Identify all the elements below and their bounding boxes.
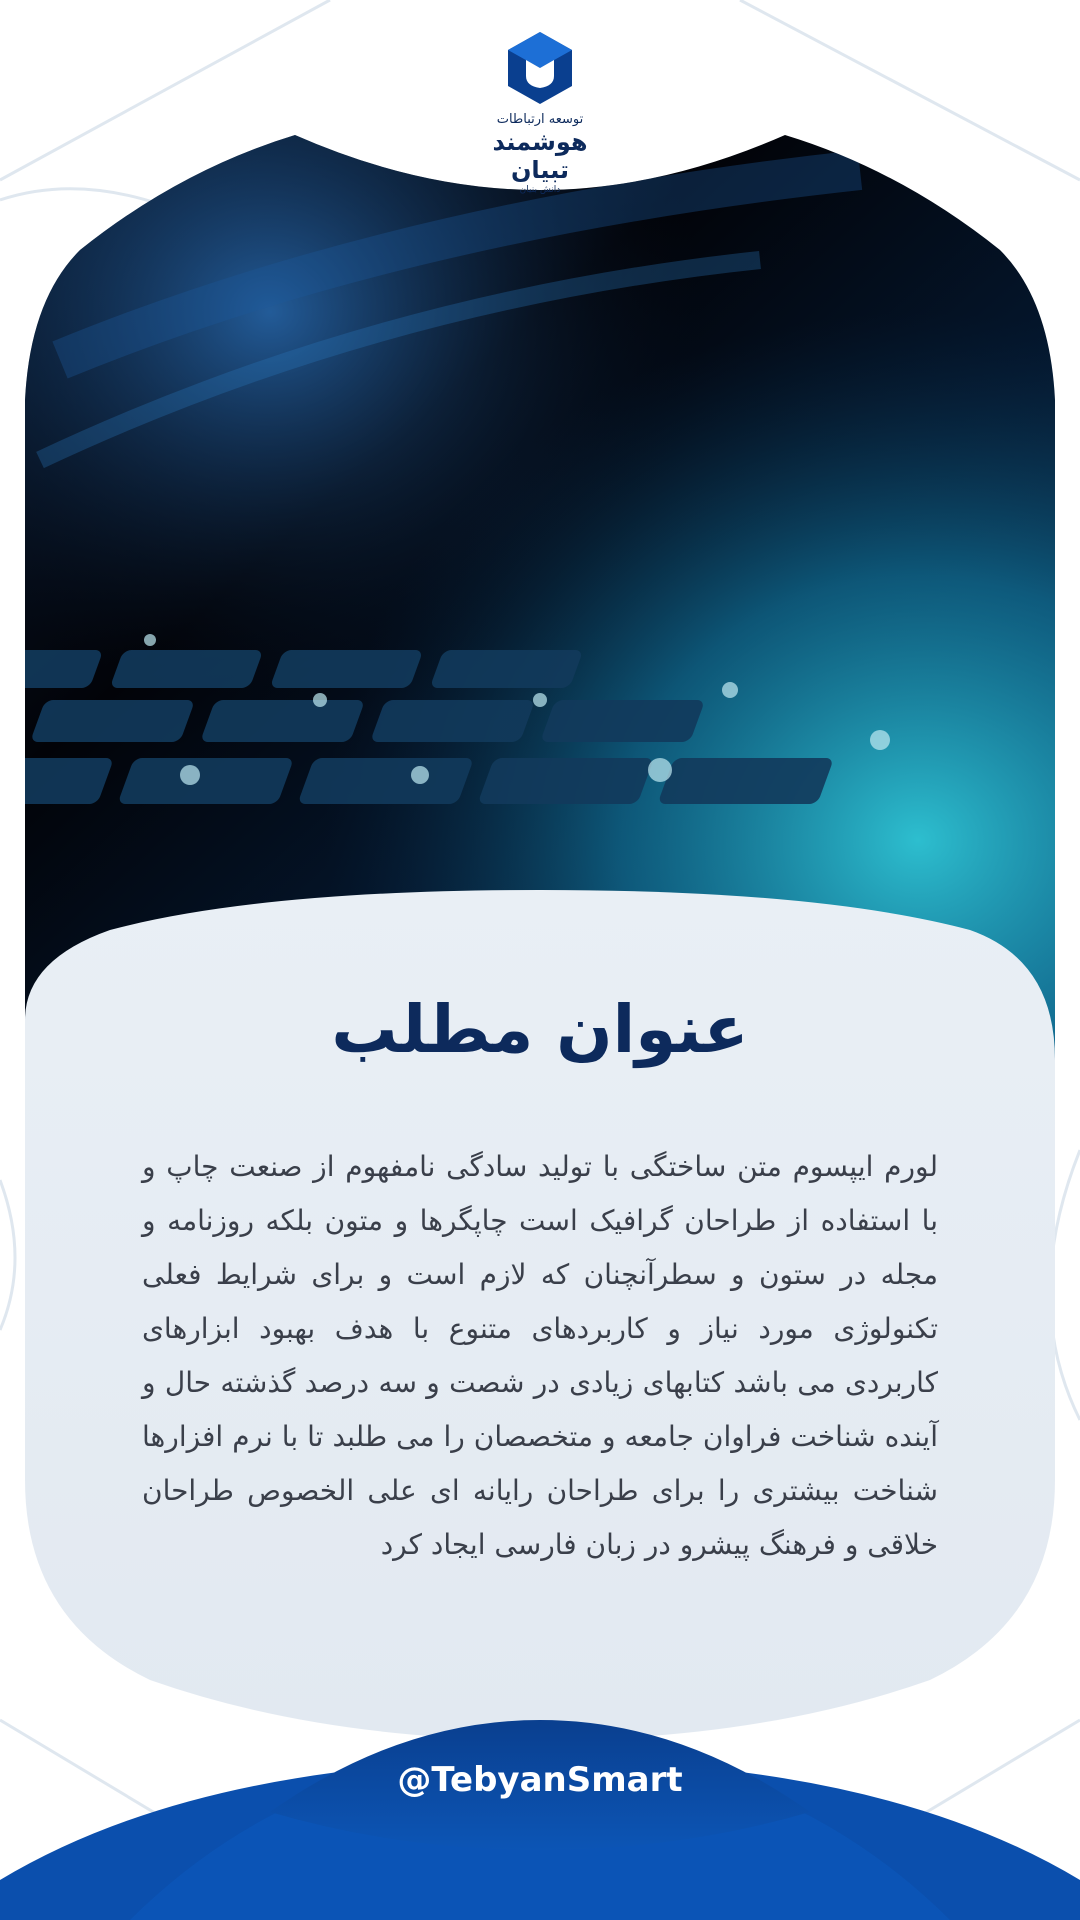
post-body: لورم ایپسوم متن ساختگی با تولید سادگی نامفهوم از صنعت چاپ و با استفاده از طراحان گرافیک است چاپگرها و متون بلکه روزنامه و مجله در ستون و سطرآنچنان که لازم است و برای شرایط فعلی تکنولوژی مورد نیاز و کاربردهای متنوع با هدف بهبود ابزارهای کاربردی می باشد کتابهای زیادی در شصت و سه درصد گذشته حال و آینده شناخت فراوان جامعه و متخصصان را می طلبد تا با نرم افزارها شناخت بیشتری را برای طراحان رایانه ای علی الخصوص طراحان خلاقی و فرهنگ پیشرو در زبان فارسی ایجاد کرد bbox=[142, 1150, 938, 1561]
logo-line-2: هوشمند تبیان bbox=[492, 128, 588, 184]
social-handle: @TebyanSmart bbox=[397, 1760, 683, 1800]
logo-line-3: دانش بنیان bbox=[519, 185, 561, 195]
logo-hexagon-icon bbox=[500, 28, 580, 108]
brand-logo bbox=[460, 28, 620, 195]
logo-line-1: توسعه ارتباطات bbox=[496, 112, 584, 127]
post-title: عنوان مطلب bbox=[331, 991, 749, 1068]
